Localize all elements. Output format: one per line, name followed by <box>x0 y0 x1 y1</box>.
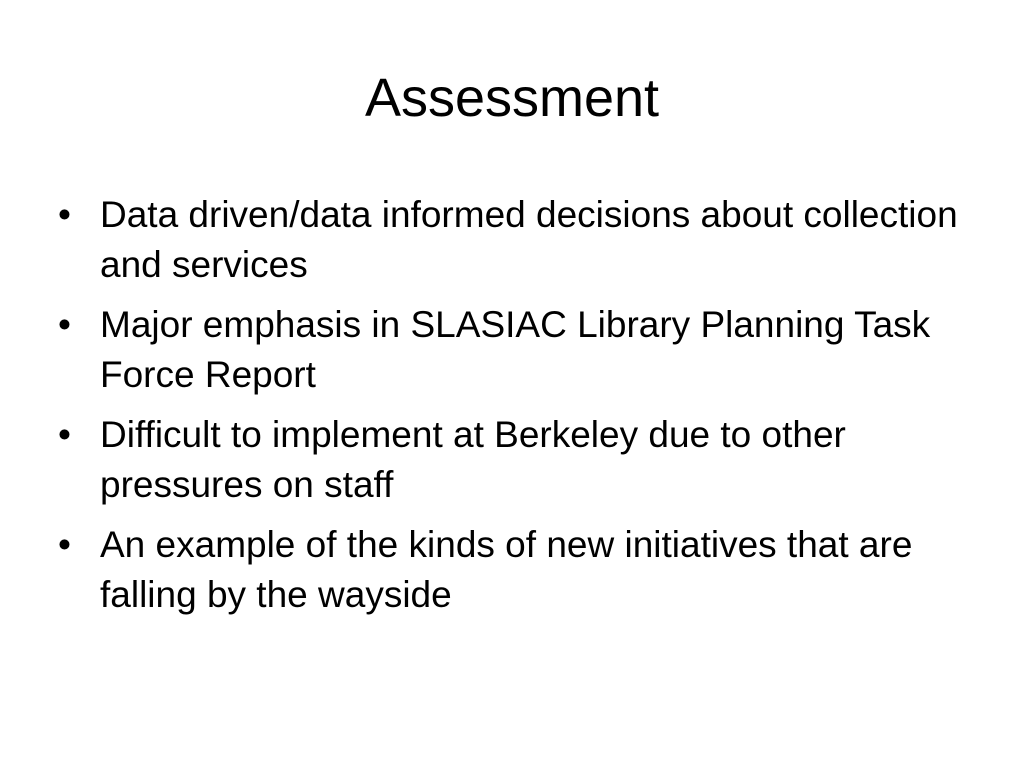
bullet-text: Major emphasis in SLASIAC Library Planning Task Force Report <box>100 304 931 395</box>
bullet-marker: • <box>58 414 71 455</box>
bullet-item <box>58 410 978 510</box>
bullet-marker: • <box>58 194 71 235</box>
bullet-item <box>58 520 978 620</box>
bullet-marker: • <box>58 524 71 565</box>
bullet-text: Data driven/data informed decisions about collection and services <box>100 194 958 285</box>
bullet-item <box>58 300 978 400</box>
bullet-text: Difficult to implement at Berkeley due to other pressures on staff <box>100 414 846 505</box>
bullet-list <box>58 190 978 630</box>
bullet-marker: • <box>58 304 71 345</box>
slide-title: Assessment <box>364 68 660 128</box>
bullet-text: An example of the kinds of new initiatives that are falling by the wayside <box>100 524 913 615</box>
bullet-item <box>58 190 978 290</box>
